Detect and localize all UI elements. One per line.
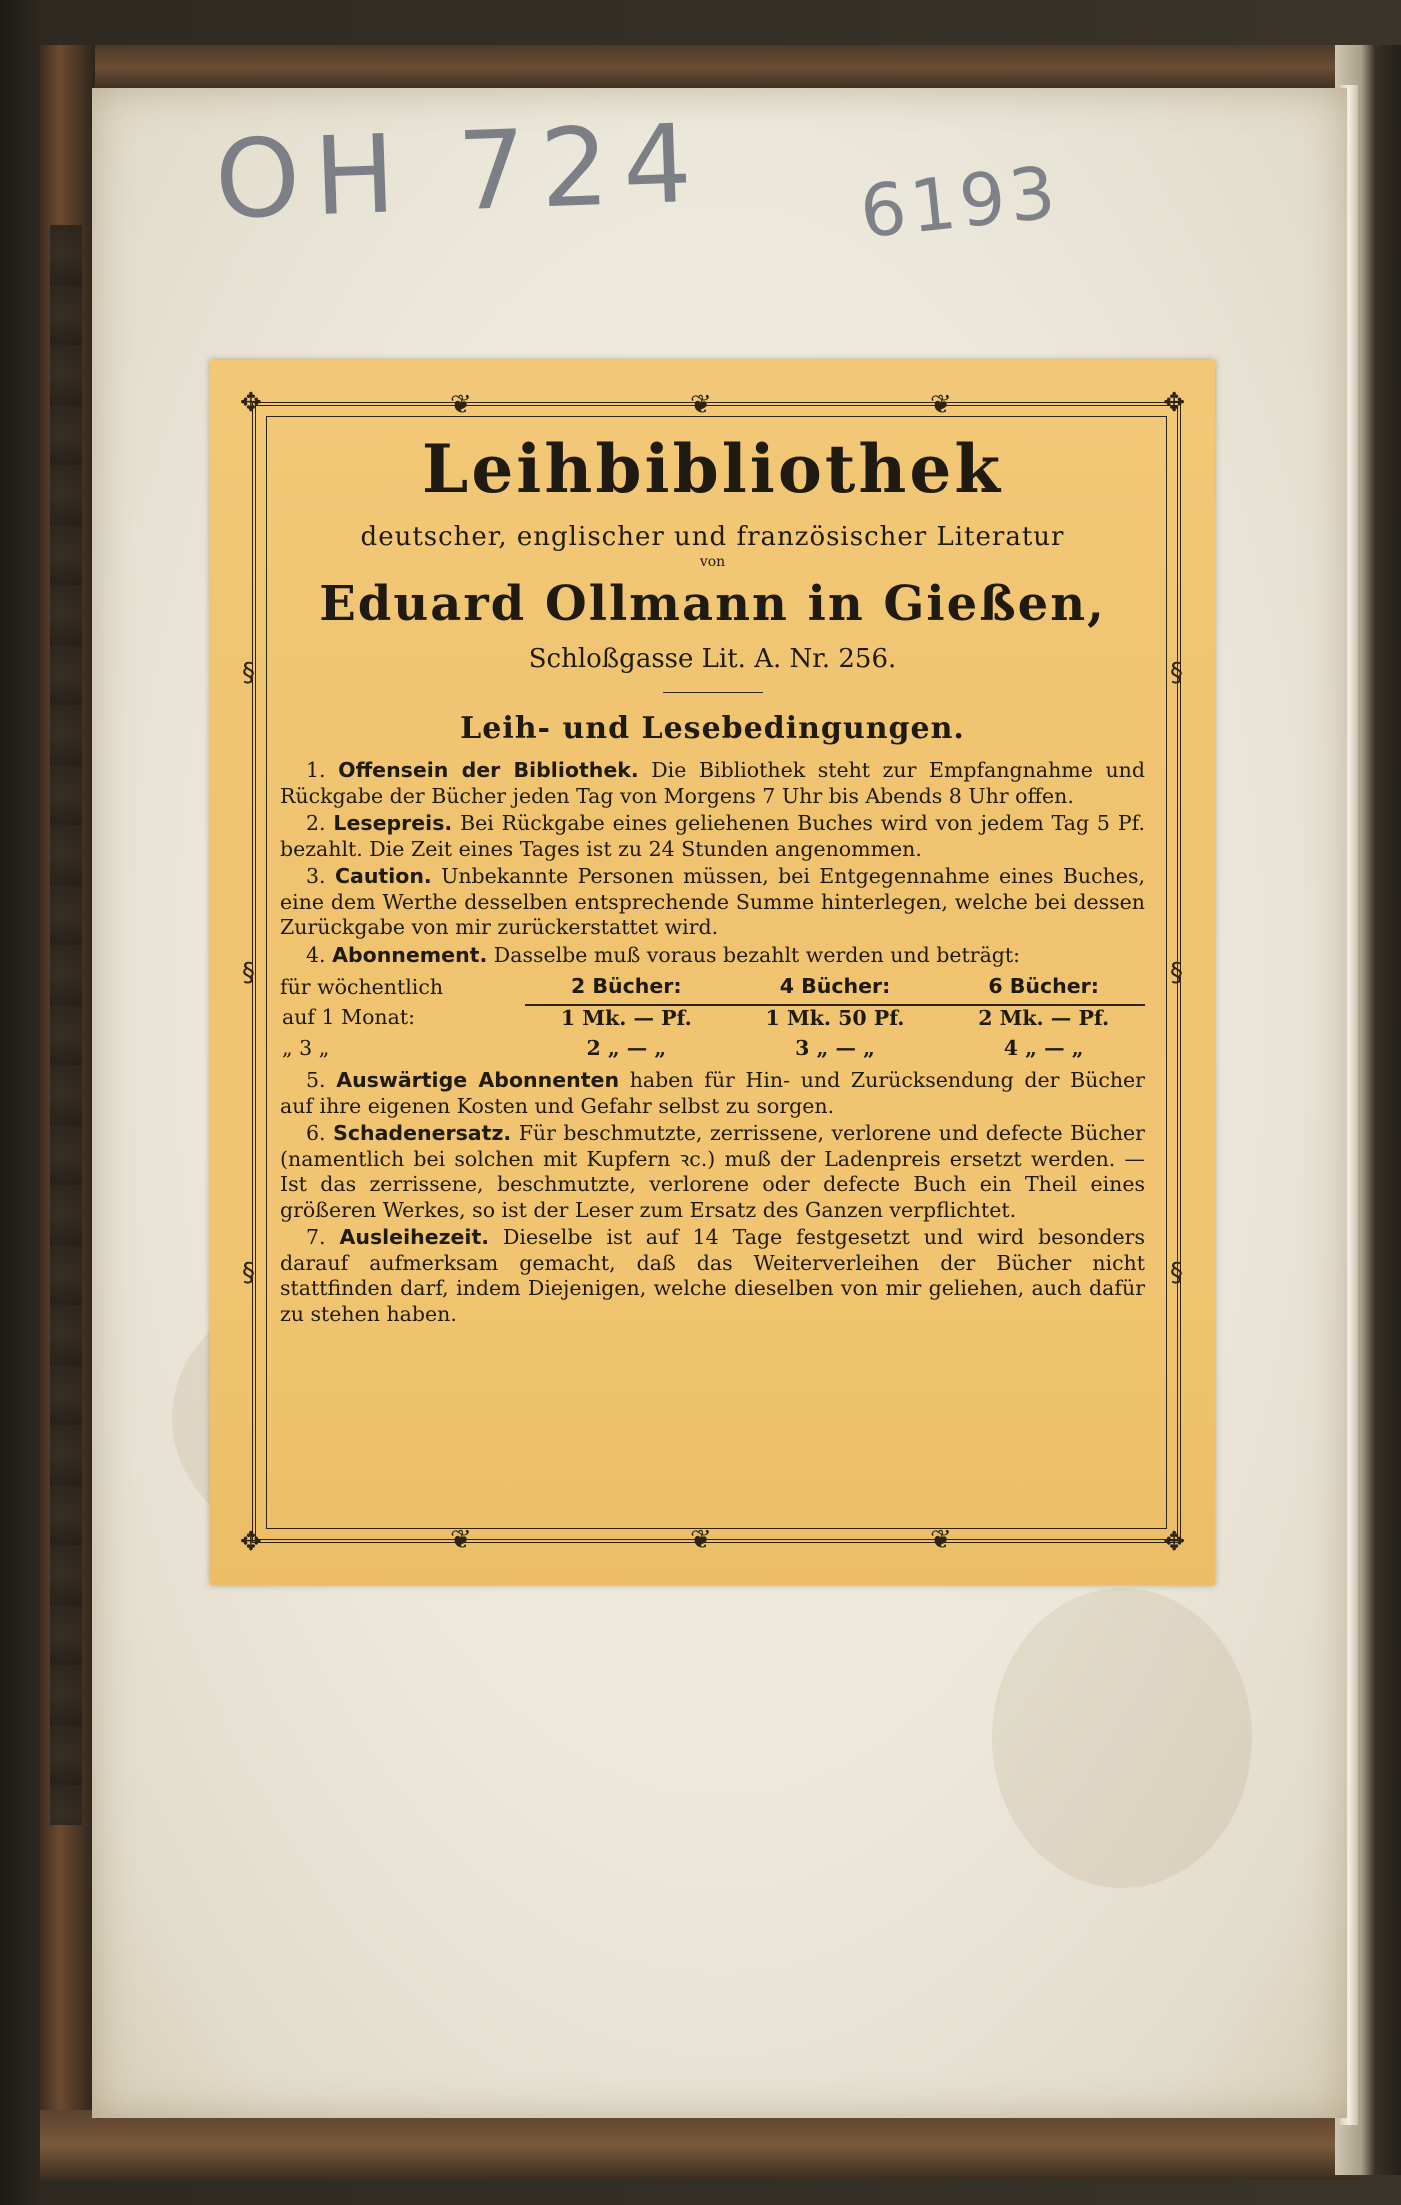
scroll-ornament-icon: ❦: [450, 1525, 472, 1555]
price-row: [280, 1036, 1145, 1066]
price-cell: 2 „ — „: [586, 1036, 667, 1060]
paper-stain: [992, 1588, 1252, 1888]
label-subtitle: deutscher, englischer und französischer Literatur: [360, 522, 1065, 552]
clause-text: Für beschmutzte, zerrissene, verlorene und defecte Bücher (namentlich bei solchen mit Kupfern ꝛc.) muß der Ladenpreis ersetzt werden. — Ist das zerrissene, beschmutzte, verlorene oder defecte Buch ein Theil eines größeren Werkes, so ist der Leser zum Ersatz des Ganzen verpflichtet.: [280, 1121, 1145, 1222]
clause-title: Ausleihezeit.: [339, 1225, 490, 1249]
clause-text: Unbekannte Personen müssen, bei Entgegennahme eines Buches, eine dem Werthe desselben entsprechende Summe hinterlegen, welche bei dessen Zurückgabe von mir zurückerstattet wird.: [280, 864, 1145, 939]
corner-ornament-icon: ✥: [240, 388, 262, 418]
scroll-ornament-icon: ❦: [450, 390, 472, 420]
price-cell: 2 Mk. — Pf.: [978, 1006, 1110, 1030]
clause-number: 1.: [306, 758, 326, 782]
clause-title: Caution.: [334, 864, 432, 888]
clause-text: Die Bibliothek steht zur Empfangnahme und Rückgabe der Bücher jeden Tag von Morgens 7 Uhr bis Abends 8 Uhr offen.: [280, 758, 1145, 808]
clause-title: Abonnement.: [332, 942, 488, 967]
label-von: von: [699, 554, 726, 570]
corner-ornament-icon: ✥: [1163, 388, 1185, 418]
clause-1: [280, 758, 1145, 809]
label-address: Schloßgasse Lit. A. Nr. 256.: [528, 644, 897, 674]
scroll-ornament-icon: §: [242, 658, 255, 688]
clause-title: Auswärtige Abonnenten: [336, 1068, 620, 1092]
clause-title: Schadenersatz.: [333, 1121, 512, 1145]
price-cell: 1 Mk. 50 Pf.: [765, 1006, 905, 1030]
binding-bottom: [40, 2110, 1360, 2180]
price-row-label: auf 1 Monat:: [282, 1005, 415, 1029]
clause-3: [280, 864, 1145, 941]
clause-number: 2.: [306, 811, 326, 835]
price-column-header: 2 Bücher:: [525, 970, 728, 1005]
clause-2: [280, 811, 1145, 862]
scroll-ornament-icon: §: [242, 1258, 255, 1288]
clause-number: 7.: [306, 1225, 326, 1249]
label-owner: Eduard Ollmann in Gießen,: [319, 576, 1106, 632]
price-row-header: für wöchentlich: [280, 974, 444, 999]
scroll-ornament-icon: §: [1170, 958, 1183, 988]
scroll-ornament-icon: §: [1170, 658, 1183, 688]
clause-6: [280, 1121, 1145, 1223]
price-cell: 1 Mk. — Pf.: [560, 1006, 692, 1030]
price-cell: 4 „ — „: [1003, 1036, 1084, 1060]
scroll-ornament-icon: ❦: [930, 1525, 952, 1555]
clause-4: [280, 943, 1145, 969]
subscription-price-table: [280, 970, 1145, 1066]
price-row-label: „ 3 „: [282, 1036, 330, 1060]
clause-title: Lesepreis.: [333, 811, 453, 835]
lending-library-label: [210, 360, 1215, 1585]
price-column-header: 6 Bücher:: [942, 970, 1145, 1005]
binding-top: [40, 45, 1360, 90]
corner-ornament-icon: ✥: [240, 1527, 262, 1557]
clause-number: 5.: [306, 1068, 326, 1092]
pencil-shelfmark: OH 724: [212, 101, 708, 244]
clause-text: Bei Rückgabe eines geliehenen Buches wird von jedem Tag 5 Pf. bezahlt. Die Zeit eines Tages ist zu 24 Stunden angenommen.: [280, 811, 1145, 861]
clause-number: 4.: [306, 942, 326, 967]
price-row: [280, 1005, 1145, 1036]
binding-spine-left: [40, 45, 95, 2165]
label-text-block: [280, 430, 1145, 1329]
clause-text: haben für Hin- und Zurücksendung der Bücher auf ihre eigenen Kosten und Gefahr selbst zu sorgen.: [280, 1068, 1145, 1118]
divider: [663, 692, 763, 693]
scroll-ornament-icon: §: [242, 958, 255, 988]
price-table-header: [280, 970, 1145, 1005]
scroll-ornament-icon: ❦: [690, 1525, 712, 1555]
clause-title: Offensein der Bibliothek.: [338, 758, 639, 782]
pencil-accession-number: 6193: [856, 149, 1064, 255]
clause-5: [280, 1068, 1145, 1119]
clause-text: Dieselbe ist auf 14 Tage festgesetzt und wird besonders darauf aufmerksam gemacht, daß das Weiterverleihen der Bücher nicht stattfinden darf, indem Diejenigen, welche dieselben von mir geliehen, auch dafür zu stehen haben.: [280, 1225, 1145, 1326]
price-cell: 3 „ — „: [795, 1036, 875, 1060]
price-column-header: 4 Bücher:: [728, 970, 943, 1005]
clause-number: 6.: [306, 1121, 326, 1145]
clause-number: 3.: [306, 864, 326, 888]
scroll-ornament-icon: ❦: [690, 390, 712, 420]
label-title: Leihbibliothek: [421, 430, 1004, 508]
conditions-heading: Leih- und Lesebedingungen.: [460, 711, 965, 746]
clause-7: [280, 1225, 1145, 1327]
corner-ornament-icon: ✥: [1163, 1527, 1185, 1557]
clause-text: Dasselbe muß voraus bezahlt werden und beträgt:: [493, 942, 1021, 967]
scroll-ornament-icon: §: [1170, 1258, 1183, 1288]
scroll-ornament-icon: ❦: [930, 390, 952, 420]
